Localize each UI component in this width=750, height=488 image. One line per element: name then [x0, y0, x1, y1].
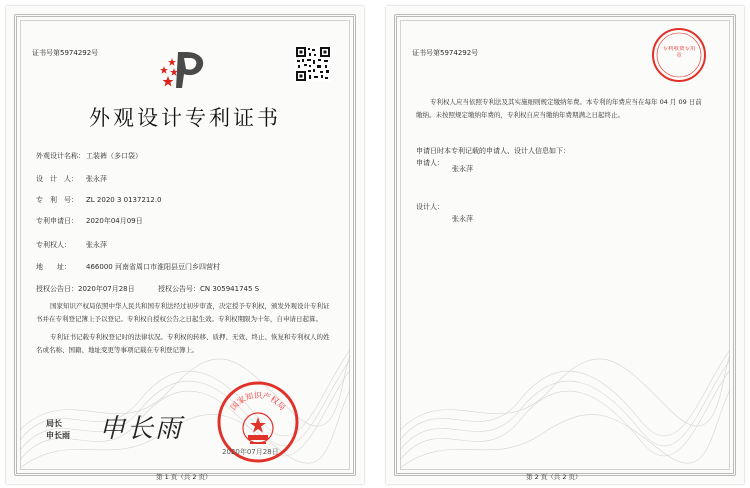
seal-date: 2020年07月28日	[222, 448, 279, 456]
field-value: 2020年04月09日	[86, 217, 143, 225]
field-row-patentee	[36, 240, 107, 250]
registration-info-label: 申请日时本专利记载的申请人、设计人信息如下：	[416, 147, 570, 155]
fee-seal-icon	[650, 26, 708, 84]
qr-code-icon	[295, 46, 331, 82]
annual-fee-notice: 专利权人应当依照专利法及其实施细则规定缴纳年费。本专利的年费应当在每年 04 月 09 日前缴纳。未按照规定缴纳年费的，专利权自应当缴纳年费期满之日起终止。	[416, 98, 702, 119]
designer-name: 张永萍	[452, 215, 473, 223]
seal-arc-text: 国家知识产权局	[228, 391, 288, 413]
field-label: 外观设计名称：	[36, 152, 85, 160]
page-footer: 第 1 页（共 2 页）	[156, 473, 212, 481]
certificate-number: 证书号第5974292号	[412, 49, 479, 57]
field-value: 张永萍	[86, 241, 107, 249]
field-label: 设 计 人：	[36, 175, 78, 183]
director-name: 申长雨	[46, 431, 70, 440]
fee-seal-text: 专利收费专用章	[662, 46, 696, 59]
paragraph-legal-status: 专利证书记载专利权登记时的法律状况。专利权的转移、质押、无效、终止、恢复和专利权人的姓名或名称、国籍、地址变更等事项记载在专利登记簿上。	[36, 333, 330, 354]
certificate-page-2	[386, 6, 744, 484]
field-label: 专利申请日：	[36, 217, 78, 225]
certificate-number: 证书号第5974292号	[32, 49, 99, 57]
field-label: 专利权人：	[36, 241, 71, 249]
designer-label: 设计人：	[416, 203, 444, 211]
field-row-patent-number	[36, 195, 162, 205]
applicant-label: 申请人：	[416, 159, 444, 167]
guilloche-pattern	[20, 350, 350, 470]
cnipa-logo-icon	[156, 46, 214, 90]
field-row-designer	[36, 174, 107, 184]
field-value: ZL 2020 3 0137212.0	[86, 196, 162, 204]
guilloche-pattern	[400, 350, 730, 470]
field-row-design-name	[36, 151, 142, 161]
field-value: 工装裤（多口袋）	[86, 152, 142, 160]
paragraph-grant: 国家知识产权局依照中华人民共和国专利法经过初步审查，决定授予专利权，颁发外观设计专利证书并在专利登记簿上予以登记。专利权自授权公告之日起生效。专利权期限为十年，自申请日起算。	[36, 302, 330, 323]
grant-date: 授权公告日：2020年07月28日	[36, 285, 135, 293]
field-row-application-date	[36, 216, 143, 226]
applicant-name: 张永萍	[452, 165, 473, 173]
field-label: 专 利 号：	[36, 196, 78, 204]
field-value: 466000 河南省周口市淮阳县豆门乡四营村	[86, 263, 220, 271]
certificate-page-1	[6, 6, 364, 484]
field-value: 张永萍	[86, 175, 107, 183]
field-row-address	[36, 262, 220, 272]
grant-number: 授权公告号：CN 305941745 S	[158, 285, 260, 293]
director-title: 局长	[46, 419, 62, 428]
director-signature: 申长雨	[99, 414, 184, 444]
certificate-title: 外观设计专利证书	[89, 106, 281, 130]
page-footer: 第 2 页（共 2 页）	[526, 473, 582, 481]
field-label: 地 址：	[36, 263, 71, 271]
svg-text:国家知识产权局	[229, 390, 287, 412]
